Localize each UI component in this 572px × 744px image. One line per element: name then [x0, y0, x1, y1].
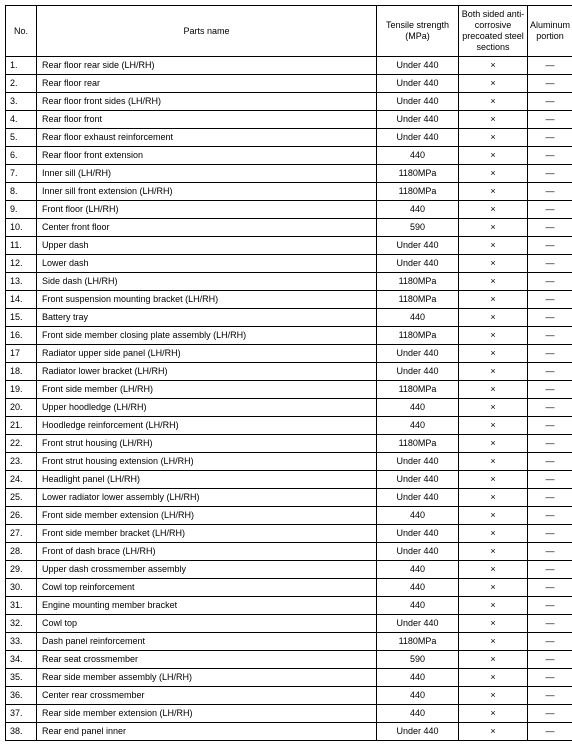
table-row — [6, 291, 572, 309]
precoated-mark: × — [459, 291, 528, 309]
part-name: Rear floor front — [37, 111, 377, 129]
precoated-mark: × — [459, 561, 528, 579]
part-name: Hoodledge reinforcement (LH/RH) — [37, 417, 377, 435]
row-number: 32. — [6, 615, 37, 633]
table-row — [6, 597, 572, 615]
precoated-mark: × — [459, 597, 528, 615]
row-number: 13. — [6, 273, 37, 291]
part-name: Rear floor exhaust reinforcement — [37, 129, 377, 147]
part-name: Rear seat crossmember — [37, 651, 377, 669]
aluminum-mark: — — [528, 687, 572, 705]
part-name: Front side member closing plate assembly (LH/RH) — [37, 327, 377, 345]
aluminum-mark: — — [528, 633, 572, 651]
tensile-strength: 440 — [377, 399, 459, 417]
aluminum-mark: — — [528, 147, 572, 165]
precoated-mark: × — [459, 183, 528, 201]
table-row — [6, 453, 572, 471]
table-row — [6, 237, 572, 255]
table-row — [6, 615, 572, 633]
tensile-strength: 440 — [377, 147, 459, 165]
row-number: 14. — [6, 291, 37, 309]
precoated-mark: × — [459, 147, 528, 165]
precoated-mark: × — [459, 651, 528, 669]
part-name: Front floor (LH/RH) — [37, 201, 377, 219]
tensile-strength: 1180MPa — [377, 183, 459, 201]
part-name: Side dash (LH/RH) — [37, 273, 377, 291]
row-number: 34. — [6, 651, 37, 669]
part-name: Rear floor front extension — [37, 147, 377, 165]
precoated-mark: × — [459, 111, 528, 129]
tensile-strength: Under 440 — [377, 489, 459, 507]
row-number: 2. — [6, 75, 37, 93]
aluminum-mark: — — [528, 255, 572, 273]
precoated-mark: × — [459, 723, 528, 741]
table-row — [6, 111, 572, 129]
row-number: 36. — [6, 687, 37, 705]
precoated-mark: × — [459, 57, 528, 75]
table-header — [6, 6, 572, 57]
part-name: Center front floor — [37, 219, 377, 237]
tensile-strength: 440 — [377, 309, 459, 327]
tensile-strength: 1180MPa — [377, 327, 459, 345]
row-number: 25. — [6, 489, 37, 507]
part-name: Inner sill front extension (LH/RH) — [37, 183, 377, 201]
part-name: Inner sill (LH/RH) — [37, 165, 377, 183]
tensile-strength: Under 440 — [377, 723, 459, 741]
precoated-mark: × — [459, 417, 528, 435]
part-name: Rear side member assembly (LH/RH) — [37, 669, 377, 687]
precoated-mark: × — [459, 75, 528, 93]
table-row — [6, 381, 572, 399]
table-row — [6, 543, 572, 561]
header-parts-name: Parts name — [37, 6, 377, 57]
table-row — [6, 723, 572, 741]
part-name: Front strut housing extension (LH/RH) — [37, 453, 377, 471]
precoated-mark: × — [459, 273, 528, 291]
table-row — [6, 147, 572, 165]
aluminum-mark: — — [528, 579, 572, 597]
aluminum-mark: — — [528, 165, 572, 183]
row-number: 11. — [6, 237, 37, 255]
row-number: 18. — [6, 363, 37, 381]
precoated-mark: × — [459, 525, 528, 543]
row-number: 12. — [6, 255, 37, 273]
aluminum-mark: — — [528, 201, 572, 219]
tensile-strength: Under 440 — [377, 111, 459, 129]
precoated-mark: × — [459, 165, 528, 183]
precoated-mark: × — [459, 93, 528, 111]
precoated-mark: × — [459, 129, 528, 147]
table-row — [6, 273, 572, 291]
table-row — [6, 165, 572, 183]
table-row — [6, 327, 572, 345]
row-number: 10. — [6, 219, 37, 237]
precoated-mark: × — [459, 507, 528, 525]
part-name: Lower radiator lower assembly (LH/RH) — [37, 489, 377, 507]
row-number: 35. — [6, 669, 37, 687]
tensile-strength: 440 — [377, 669, 459, 687]
table-row — [6, 651, 572, 669]
precoated-mark: × — [459, 543, 528, 561]
tensile-strength: Under 440 — [377, 237, 459, 255]
tensile-strength: Under 440 — [377, 255, 459, 273]
row-number: 3. — [6, 93, 37, 111]
table-row — [6, 669, 572, 687]
part-name: Engine mounting member bracket — [37, 597, 377, 615]
tensile-strength: 1180MPa — [377, 381, 459, 399]
row-number: 15. — [6, 309, 37, 327]
header-precoated-steel: Both sided anti-corrosive precoated steel sections — [459, 6, 528, 57]
precoated-mark: × — [459, 615, 528, 633]
aluminum-mark: — — [528, 273, 572, 291]
table-row — [6, 561, 572, 579]
tensile-strength: 1180MPa — [377, 291, 459, 309]
table-row — [6, 309, 572, 327]
aluminum-mark: — — [528, 57, 572, 75]
aluminum-mark: — — [528, 597, 572, 615]
tensile-strength: 440 — [377, 597, 459, 615]
row-number: 7. — [6, 165, 37, 183]
tensile-strength: Under 440 — [377, 543, 459, 561]
part-name: Upper dash crossmember assembly — [37, 561, 377, 579]
row-number: 31. — [6, 597, 37, 615]
precoated-mark: × — [459, 687, 528, 705]
precoated-mark: × — [459, 363, 528, 381]
table-row — [6, 633, 572, 651]
precoated-mark: × — [459, 471, 528, 489]
part-name: Upper hoodledge (LH/RH) — [37, 399, 377, 417]
part-name: Rear floor front sides (LH/RH) — [37, 93, 377, 111]
table-row — [6, 705, 572, 723]
aluminum-mark: — — [528, 453, 572, 471]
row-number: 28. — [6, 543, 37, 561]
aluminum-mark: — — [528, 381, 572, 399]
row-number: 16. — [6, 327, 37, 345]
row-number: 5. — [6, 129, 37, 147]
row-number: 20. — [6, 399, 37, 417]
table-row — [6, 183, 572, 201]
tensile-strength: Under 440 — [377, 525, 459, 543]
part-name: Front side member bracket (LH/RH) — [37, 525, 377, 543]
part-name: Battery tray — [37, 309, 377, 327]
part-name: Headlight panel (LH/RH) — [37, 471, 377, 489]
tensile-strength: Under 440 — [377, 471, 459, 489]
row-number: 37. — [6, 705, 37, 723]
table-row — [6, 219, 572, 237]
aluminum-mark: — — [528, 723, 572, 741]
precoated-mark: × — [459, 579, 528, 597]
part-name: Front strut housing (LH/RH) — [37, 435, 377, 453]
tensile-strength: Under 440 — [377, 75, 459, 93]
tensile-strength: 1180MPa — [377, 165, 459, 183]
header-tensile-strength: Tensile strength (MPa) — [377, 6, 459, 57]
aluminum-mark: — — [528, 525, 572, 543]
table-row — [6, 129, 572, 147]
precoated-mark: × — [459, 309, 528, 327]
table-row — [6, 75, 572, 93]
part-name: Front side member extension (LH/RH) — [37, 507, 377, 525]
table-row — [6, 489, 572, 507]
tensile-strength: 440 — [377, 417, 459, 435]
row-number: 9. — [6, 201, 37, 219]
table-row — [6, 471, 572, 489]
tensile-strength: 1180MPa — [377, 273, 459, 291]
part-name: Dash panel reinforcement — [37, 633, 377, 651]
tensile-strength: Under 440 — [377, 615, 459, 633]
table-row — [6, 507, 572, 525]
aluminum-mark: — — [528, 93, 572, 111]
precoated-mark: × — [459, 705, 528, 723]
part-name: Radiator lower bracket (LH/RH) — [37, 363, 377, 381]
tensile-strength: 440 — [377, 201, 459, 219]
table-row — [6, 345, 572, 363]
precoated-mark: × — [459, 237, 528, 255]
row-number: 33. — [6, 633, 37, 651]
aluminum-mark: — — [528, 489, 572, 507]
part-name: Rear floor rear — [37, 75, 377, 93]
tensile-strength: Under 440 — [377, 93, 459, 111]
aluminum-mark: — — [528, 651, 572, 669]
table-body — [6, 57, 572, 741]
tensile-strength: 440 — [377, 561, 459, 579]
row-number: 23. — [6, 453, 37, 471]
aluminum-mark: — — [528, 237, 572, 255]
aluminum-mark: — — [528, 111, 572, 129]
aluminum-mark: — — [528, 705, 572, 723]
part-name: Front side member (LH/RH) — [37, 381, 377, 399]
aluminum-mark: — — [528, 183, 572, 201]
precoated-mark: × — [459, 327, 528, 345]
part-name: Rear floor rear side (LH/RH) — [37, 57, 377, 75]
aluminum-mark: — — [528, 363, 572, 381]
row-number: 30. — [6, 579, 37, 597]
aluminum-mark: — — [528, 417, 572, 435]
table-row — [6, 363, 572, 381]
row-number: 19. — [6, 381, 37, 399]
precoated-mark: × — [459, 255, 528, 273]
aluminum-mark: — — [528, 327, 572, 345]
row-number: 8. — [6, 183, 37, 201]
aluminum-mark: — — [528, 345, 572, 363]
aluminum-mark: — — [528, 129, 572, 147]
aluminum-mark: — — [528, 471, 572, 489]
precoated-mark: × — [459, 201, 528, 219]
row-number: 24. — [6, 471, 37, 489]
table-row — [6, 525, 572, 543]
part-name: Radiator upper side panel (LH/RH) — [37, 345, 377, 363]
tensile-strength: 1180MPa — [377, 633, 459, 651]
precoated-mark: × — [459, 219, 528, 237]
table-row — [6, 687, 572, 705]
tensile-strength: Under 440 — [377, 57, 459, 75]
part-name: Center rear crossmember — [37, 687, 377, 705]
table-row — [6, 435, 572, 453]
row-number: 21. — [6, 417, 37, 435]
row-number: 6. — [6, 147, 37, 165]
precoated-mark: × — [459, 381, 528, 399]
precoated-mark: × — [459, 399, 528, 417]
tensile-strength: Under 440 — [377, 363, 459, 381]
table-row — [6, 579, 572, 597]
aluminum-mark: — — [528, 309, 572, 327]
precoated-mark: × — [459, 669, 528, 687]
header-no: No. — [6, 6, 37, 57]
part-name: Upper dash — [37, 237, 377, 255]
row-number: 1. — [6, 57, 37, 75]
precoated-mark: × — [459, 633, 528, 651]
tensile-strength: 440 — [377, 687, 459, 705]
part-name: Lower dash — [37, 255, 377, 273]
row-number: 26. — [6, 507, 37, 525]
aluminum-mark: — — [528, 615, 572, 633]
part-name: Front suspension mounting bracket (LH/RH) — [37, 291, 377, 309]
aluminum-mark: — — [528, 543, 572, 561]
part-name: Front of dash brace (LH/RH) — [37, 543, 377, 561]
header-row — [6, 6, 572, 57]
table-row — [6, 57, 572, 75]
precoated-mark: × — [459, 345, 528, 363]
aluminum-mark: — — [528, 219, 572, 237]
aluminum-mark: — — [528, 669, 572, 687]
tensile-strength: Under 440 — [377, 453, 459, 471]
aluminum-mark: — — [528, 507, 572, 525]
aluminum-mark: — — [528, 435, 572, 453]
table-row — [6, 417, 572, 435]
precoated-mark: × — [459, 489, 528, 507]
row-number: 22. — [6, 435, 37, 453]
tensile-strength: Under 440 — [377, 129, 459, 147]
table-row — [6, 93, 572, 111]
row-number: 38. — [6, 723, 37, 741]
tensile-strength: Under 440 — [377, 345, 459, 363]
table-row — [6, 201, 572, 219]
row-number: 17 — [6, 345, 37, 363]
aluminum-mark: — — [528, 291, 572, 309]
precoated-mark: × — [459, 435, 528, 453]
tensile-strength: 590 — [377, 651, 459, 669]
precoated-mark: × — [459, 453, 528, 471]
tensile-strength: 440 — [377, 705, 459, 723]
tensile-strength: 1180MPa — [377, 435, 459, 453]
tensile-strength: 440 — [377, 507, 459, 525]
parts-table — [5, 5, 572, 741]
part-name: Cowl top — [37, 615, 377, 633]
aluminum-mark: — — [528, 561, 572, 579]
tensile-strength: 590 — [377, 219, 459, 237]
aluminum-mark: — — [528, 75, 572, 93]
part-name: Rear side member extension (LH/RH) — [37, 705, 377, 723]
aluminum-mark: — — [528, 399, 572, 417]
header-aluminum-portion: Aluminum portion — [528, 6, 572, 57]
table-row — [6, 399, 572, 417]
part-name: Rear end panel inner — [37, 723, 377, 741]
row-number: 29. — [6, 561, 37, 579]
part-name: Cowl top reinforcement — [37, 579, 377, 597]
table-row — [6, 255, 572, 273]
row-number: 4. — [6, 111, 37, 129]
row-number: 27. — [6, 525, 37, 543]
tensile-strength: 440 — [377, 579, 459, 597]
